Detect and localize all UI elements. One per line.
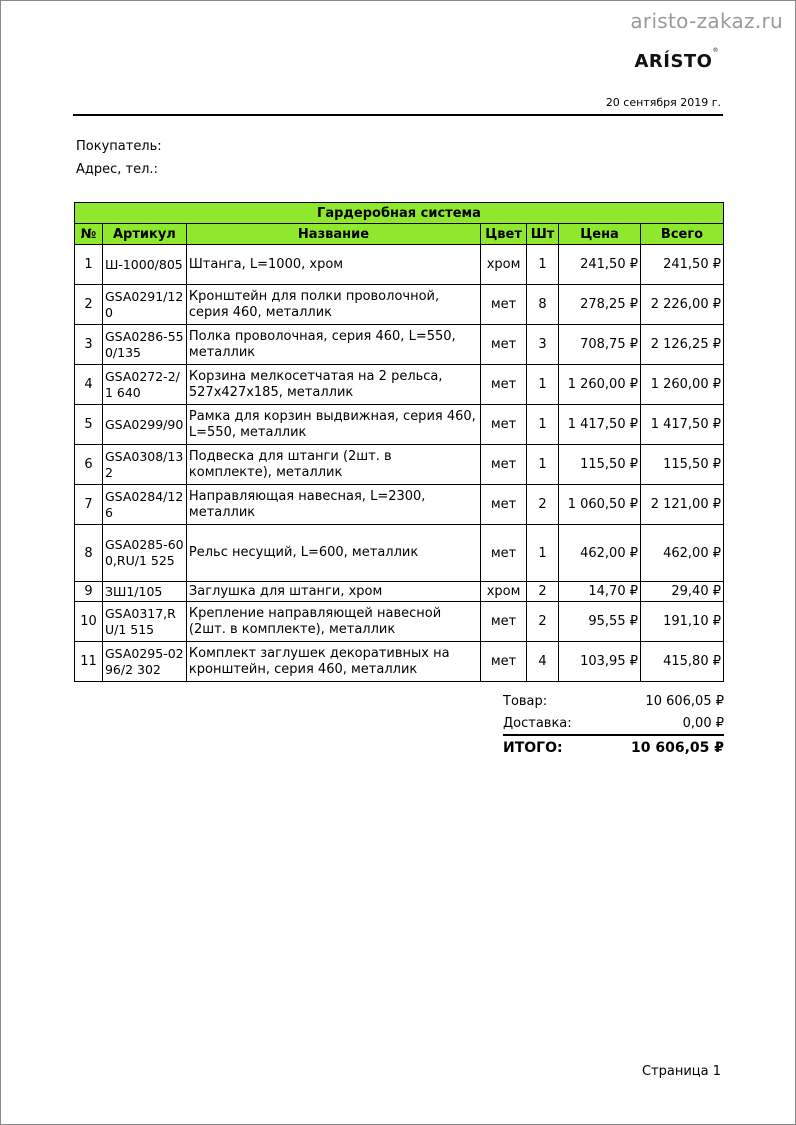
table-row	[75, 285, 724, 325]
row-total: 462,00 ₽	[641, 525, 724, 582]
row-qty: 1	[527, 445, 559, 485]
header-article: Артикул	[102, 224, 186, 245]
row-name: Направляющая навесная, L=2300, металлик	[186, 485, 480, 525]
table-row	[75, 365, 724, 405]
header-price: Цена	[559, 224, 641, 245]
goods-label: Товар:	[503, 693, 548, 709]
row-article: GSA0286-550/135	[102, 325, 186, 365]
table-row	[75, 245, 724, 285]
row-name: Крепление направляющей навесной (2шт. в комплекте), металлик	[186, 602, 480, 642]
row-number: 10	[75, 602, 103, 642]
row-qty: 2	[527, 582, 559, 602]
header-total: Всего	[641, 224, 724, 245]
row-qty: 1	[527, 245, 559, 285]
grand-total-label: ИТОГО:	[503, 735, 613, 760]
row-name: Рельс несущий, L=600, металлик	[186, 525, 480, 582]
row-price: 115,50 ₽	[559, 445, 641, 485]
row-number: 4	[75, 365, 103, 405]
row-name: Полка проволочная, серия 460, L=550, металлик	[186, 325, 480, 365]
header-qty: Шт	[527, 224, 559, 245]
row-color: мет	[481, 642, 527, 682]
row-price: 14,70 ₽	[559, 582, 641, 602]
row-number: 3	[75, 325, 103, 365]
table-row	[75, 642, 724, 682]
row-number: 2	[75, 285, 103, 325]
row-qty: 1	[527, 405, 559, 445]
row-color: мет	[481, 445, 527, 485]
row-price: 1 060,50 ₽	[559, 485, 641, 525]
row-total: 1 417,50 ₽	[641, 405, 724, 445]
row-color: хром	[481, 582, 527, 602]
page-number: Страница 1	[641, 1064, 721, 1079]
row-qty: 1	[527, 525, 559, 582]
row-total: 115,50 ₽	[641, 445, 724, 485]
table-row	[75, 582, 724, 602]
row-color: мет	[481, 365, 527, 405]
row-article: GSA0308/132	[102, 445, 186, 485]
row-article: GSA0291/120	[102, 285, 186, 325]
table-row	[75, 485, 724, 525]
row-name: Комплект заглушек декоративных на кронштейн, серия 460, металлик	[186, 642, 480, 682]
row-number: 11	[75, 642, 103, 682]
row-qty: 1	[527, 365, 559, 405]
row-article: Ш-1000/805	[102, 245, 186, 285]
table-row	[75, 405, 724, 445]
row-total: 29,40 ₽	[641, 582, 724, 602]
row-number: 1	[75, 245, 103, 285]
row-total: 2 121,00 ₽	[641, 485, 724, 525]
row-name: Рамка для корзин выдвижная, серия 460, L=550, металлик	[186, 405, 480, 445]
row-name: Подвеска для штанги (2шт. в комплекте), металлик	[186, 445, 480, 485]
goods-value: 10 606,05 ₽	[645, 693, 724, 709]
row-article: GSA0284/126	[102, 485, 186, 525]
header-name: Название	[186, 224, 480, 245]
row-price: 95,55 ₽	[559, 602, 641, 642]
row-qty: 3	[527, 325, 559, 365]
row-article: GSA0272-2/1 640	[102, 365, 186, 405]
row-price: 278,25 ₽	[559, 285, 641, 325]
header-color: Цвет	[481, 224, 527, 245]
row-total: 2 226,00 ₽	[641, 285, 724, 325]
address-label: Адрес, тел.:	[76, 162, 158, 177]
row-price: 708,75 ₽	[559, 325, 641, 365]
row-color: хром	[481, 245, 527, 285]
buyer-block	[76, 135, 162, 181]
buyer-label: Покупатель:	[76, 139, 162, 154]
delivery-value: 0,00 ₽	[682, 715, 724, 731]
row-article: ЗШ1/105	[102, 582, 186, 602]
row-qty: 2	[527, 602, 559, 642]
row-total: 241,50 ₽	[641, 245, 724, 285]
row-color: мет	[481, 602, 527, 642]
row-name: Кронштейн для полки проволочной, серия 460, металлик	[186, 285, 480, 325]
row-total: 415,80 ₽	[641, 642, 724, 682]
document-date: 20 сентября 2019 г.	[605, 96, 721, 109]
row-number: 9	[75, 582, 103, 602]
brand-logo	[634, 47, 719, 72]
row-color: мет	[481, 525, 527, 582]
row-total: 1 260,00 ₽	[641, 365, 724, 405]
row-price: 462,00 ₽	[559, 525, 641, 582]
table-row	[75, 602, 724, 642]
row-price: 1 260,00 ₽	[559, 365, 641, 405]
row-color: мет	[481, 405, 527, 445]
logo-registered-mark: ®	[712, 47, 719, 54]
row-qty: 8	[527, 285, 559, 325]
header-number: №	[75, 224, 103, 245]
row-color: мет	[481, 285, 527, 325]
table-row	[75, 325, 724, 365]
row-article: GSA0317,RU/1 515	[102, 602, 186, 642]
table-row	[75, 525, 724, 582]
row-article: GSA0295-0296/2 302	[102, 642, 186, 682]
row-total: 191,10 ₽	[641, 602, 724, 642]
row-price: 103,95 ₽	[559, 642, 641, 682]
row-number: 8	[75, 525, 103, 582]
table-row	[75, 445, 724, 485]
row-qty: 2	[527, 485, 559, 525]
grand-total-value: 10 606,05 ₽	[613, 735, 724, 760]
row-color: мет	[481, 325, 527, 365]
header-divider	[73, 114, 723, 116]
row-price: 1 417,50 ₽	[559, 405, 641, 445]
row-total: 2 126,25 ₽	[641, 325, 724, 365]
totals-table	[503, 690, 724, 760]
items-table	[74, 202, 724, 682]
row-name: Штанга, L=1000, хром	[186, 245, 480, 285]
site-url: aristo-zakaz.ru	[630, 9, 783, 33]
delivery-label: Доставка:	[503, 715, 572, 731]
row-number: 7	[75, 485, 103, 525]
row-article: GSA0299/90	[102, 405, 186, 445]
logo-text: ARÍSTO	[634, 51, 713, 72]
row-price: 241,50 ₽	[559, 245, 641, 285]
row-name: Корзина мелкосетчатая на 2 рельса, 527x427x185, металлик	[186, 365, 480, 405]
row-name: Заглушка для штанги, хром	[186, 582, 480, 602]
row-color: мет	[481, 485, 527, 525]
row-number: 6	[75, 445, 103, 485]
row-qty: 4	[527, 642, 559, 682]
row-number: 5	[75, 405, 103, 445]
table-title: Гардеробная система	[75, 203, 724, 224]
row-article: GSA0285-600,RU/1 525	[102, 525, 186, 582]
